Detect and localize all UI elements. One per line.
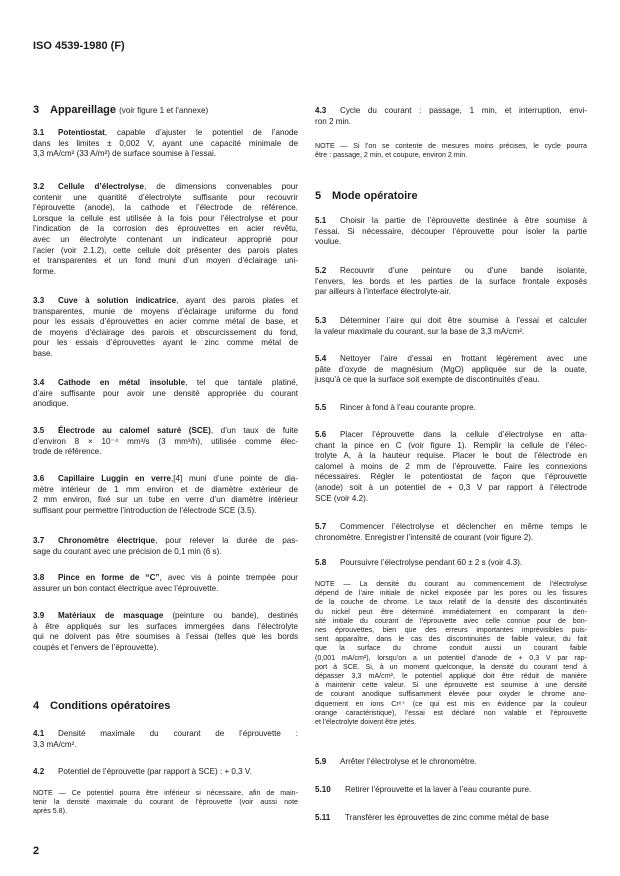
clause-number: 3.1 [33,128,45,137]
text-line: 3,3 mA/cm² (33 A/m²) de surface soumise à l’essai. [33,149,217,159]
text-line: 5.3 Déterminer l’aire qui doit être soumise à l’essai et calculer [315,316,587,325]
clause-term: Pince en forme de “C” [58,573,160,582]
text-line: anodique. [33,399,69,409]
clause-5-9 [315,757,587,768]
clause-5-2 [315,266,587,298]
text-line: 5.5 Rincer à fond à l’eau courante propre. [315,403,476,412]
clause-number: 4.2 [33,767,45,776]
clause-number: 3.7 [33,536,45,545]
text-line: 5.4 Nettoyer l’aire d’essai en frottant légèrement avec une [315,354,587,363]
clause-term: Électrode au calomel saturé (SCE) [58,426,211,435]
clause-4-3 [315,106,587,127]
text-line: qui ne doivent pas être soumises à l’essai (telles que les bords [33,632,298,642]
clause-5-10 [315,785,587,796]
clause-3-2 [33,182,298,277]
clause-number: 3.2 [33,182,45,191]
text-line: pâte d’oxyde de magnésium (MgO) appliquée sur de la ouate, [315,364,587,374]
clause-term: Matériaux de masquage [58,611,164,620]
clause-term: Potentiostat [58,128,105,137]
text-line: l’éprouvette (anode), la cathode et l’électrode de référence. [33,203,298,213]
text-line: ron 2 min. [315,116,351,126]
text-line: voulue. [315,237,342,247]
text-line: 3.6 Capillaire Luggin en verre,[4] muni d’une pointe de dia- [33,474,299,483]
text-line: être : passage, 2 min, et coupure, environ 2 min. [315,151,468,160]
text-line: 4.2 Potentiel de l’éprouvette (par rapport à SCE) : + 0,3 V. [33,767,252,776]
text-line: 3.3 Cuve à solution indicatrice, ayant des parois plates et [33,296,298,305]
text-line: chant la pince en C (voir figure 1). Remplir la cellule de l’élec- [315,440,587,450]
text-line: 3.4 Cathode en métal insoluble, tel que tantale platiné, [33,378,298,387]
clause-number: 3.6 [33,474,45,483]
text-line: 4.3 Cycle du courant : passage, 1 min, et interruption, envi- [315,106,587,115]
text-line: assurer un bon contact électrique avec l’éprouvette. [33,583,219,593]
text-line: pour les essais d’éprouvettes en acier comme métal de base, et [33,317,298,327]
clause-5-4 [315,354,587,386]
text-line: à maintenir cette valeur. Si une éprouvette est soumise à une densité [315,681,587,690]
clause-number: 3.4 [33,378,45,387]
text-line: NOTE — La densité du courant au commencement de l’électrolyse [315,580,587,588]
clause-number: 5.4 [315,354,327,363]
clause-3-3 [33,296,298,360]
clause-5-3 [315,316,587,337]
note-4-3 [315,142,587,160]
text-line: base. [33,348,53,358]
clause-number: 5.11 [315,813,331,822]
clause-term: Cathode en métal insoluble [58,378,186,387]
text-line: d’environ 8 × 10⁻⁴ mm³/s (3 mm³/h), utilisée comme élec- [33,436,298,446]
page-number: 2 [33,845,40,857]
text-line: contenir une quantité d’électrolyte suffisante pour recouvrir [33,192,298,202]
text-line: NOTE — Ce potentiel pourra être inférieur si nécessaire, afin de main- [33,789,298,797]
text-line: chronomètre. Enregistrer l’intensité de courant (voir figure 2). [315,532,534,542]
text-line: SCE (voir 4.2). [315,493,369,503]
clause-number: 5.9 [315,757,327,766]
text-line: dépasser 3,3 mA/cm², le potentiel appliqué doit être réduit de manière [315,672,587,681]
text-line: nes éprouvettes, bien que des erreurs importantes imprévisibles puis- [315,626,587,635]
text-line: sent apparaître, dans le cas des discontinuités de faible valeur, du fait [315,635,587,644]
text-line: 4.1 Densité maximale du courant de l’éprouvette : [33,729,298,738]
text-line: mètre intérieur de 1 mm environ et de diamètre extérieur de [33,484,298,494]
text-line: nécessaires. Régler le potentiostat de façon que l’éprouvette [315,472,587,482]
clause-4-2 [33,767,298,778]
text-line: forme. [33,266,56,276]
text-line: sage du courant avec une précision de 0,1 min (6 s). [33,546,222,556]
text-line: trode de référence. [33,447,102,457]
text-line: 5.1 Choisir la partie de l’éprouvette destinée à être soumise à [315,216,587,225]
clause-term: Cuve à solution indicatrice [58,296,177,305]
section-3-heading: 3 Appareillage (voir figure 1 et l’annexe) [33,104,209,116]
text-line: 3.5 Électrode au calomel saturé (SCE), d’un taux de fuite [33,426,298,435]
note-4-2 [33,789,298,817]
clause-number: 5.2 [315,266,327,275]
text-line: 5.9 Arrêter l’électrolyse et le chronomètre. [315,757,477,766]
text-line: Lorsque la cellule est utilisée à la fois pour l’électrolyse et pour [33,213,298,223]
clause-3-8 [33,573,298,594]
text-line: NOTE — Si l’on se contente de mesures moins précises, le cycle pourra [315,142,587,150]
text-line: que la surface du chrome conduit aussi un courant faible [315,644,587,653]
text-line: l’envers, les bords et les parties de la surface frontale exposés [315,276,587,286]
text-line: de moyens d’éclairage des parois et obscurcissement du fond, [33,327,298,337]
note-5-8 [315,580,587,727]
text-line: d’aire suffisante pour avoir une densité appropriée du courant [33,388,298,398]
clause-3-1 [33,128,298,160]
text-line: 3,3 mA/cm². [33,739,77,749]
clause-number: 5.8 [315,558,327,567]
text-line: port à SCE. Si, à un moment quelconque, la densité du courant tend à [315,662,587,671]
text-line: du nickel peut être déterminé immédiatement en comparant la den- [315,607,587,616]
text-line: 3.9 Matériaux de masquage (peinture ou bande), destinés [33,611,298,620]
text-line: l’acier (voir 2.1.2), cette cellule doit présenter des parois plates [33,245,298,255]
clause-3-7 [33,536,298,557]
text-line: tenir la densité maximale du courant de l’éprouvette (voir aussi note [33,798,298,807]
text-line: 5.10 Retirer l’éprouvette et la laver à l’eau courante pure. [315,785,532,794]
text-line: pour les essais d’éprouvettes ayant le zinc comme métal de [33,338,298,348]
section-4-heading: 4 Conditions opératoires [33,700,171,712]
clause-5-1 [315,216,587,248]
clause-3-5 [33,426,298,458]
text-line: de courant anodique suffisamment élevée pour oxyder le chrome ano- [315,690,587,699]
standard-header: ISO 4539-1980 (F) [33,40,125,52]
text-line: suffisant pour permettre l’introduction de l’électrode SCE (3.5). [33,505,257,515]
text-line: sité initiale du courant de l’éprouvette avec celle connue pour de bon- [315,616,587,625]
text-line: et transparentes et un fond muni d’un moyen d’éclairage uni- [33,256,298,266]
clause-5-11 [315,813,587,824]
clause-5-7 [315,522,587,543]
text-line: 5.6 Placer l’éprouvette dans la cellule d’électrolyse en atta- [315,430,587,439]
clause-3-9 [33,611,298,653]
text-line: de la couche de chrome. Le taux relatif de la densité des discontinuités [315,598,587,607]
text-line: transparentes, munie de moyens d’éclairage uniforme du fond [33,306,298,316]
clause-number: 5.7 [315,522,327,531]
text-line: 3.2 Cellule d’électrolyse, de dimensions convenables pour [33,182,298,191]
clause-number: 3.3 [33,296,45,305]
text-line: trolyte A, à la hauteur requise. Placer le bout de l’électrode en [315,451,587,461]
clause-4-1 [33,729,298,750]
clause-number: 5.10 [315,785,331,794]
text-line: jusqu’à ce que la surface soit exempte de discontinuités d’eau. [315,375,540,385]
text-line: calomel à moins de 2 mm de l’éprouvette. Faire les connexions [315,461,587,471]
clause-number: 3.9 [33,611,45,620]
text-line: orange caractéristique), l’essai est déclaré non valable et l’éprouvette [315,708,587,717]
text-line: coupés et l’envers de l’éprouvette). [33,642,159,652]
text-line: 3.7 Chronomètre électrique, pour relever la durée de pas- [33,536,298,545]
clause-number: 5.3 [315,316,327,325]
text-line: et l’électrolyte doivent être jetés. [315,718,417,727]
text-line: dans les limites ± 0,002 V, ayant une capacité minimale de [33,138,298,148]
clause-5-6 [315,430,587,504]
clause-number: 5.5 [315,403,327,412]
text-line: 5.7 Commencer l’électrolyse et déclencher en même temps le [315,522,587,531]
clause-number: 4.3 [315,106,327,115]
section-5-heading: 5 Mode opératoire [315,190,418,202]
text-line: (anode) soit à un potentiel de + 0,3 V par rapport à l’électrode [315,482,587,492]
text-line: 5.2 Recouvrir d’une peinture ou d’une bande isolante, [315,266,587,275]
clause-number: 5.6 [315,430,327,439]
clause-term: Chronomètre électrique [58,536,156,545]
clause-term: Capillaire Luggin en verre [58,474,171,483]
text-line: 5.8 Poursuivre l’électrolyse pendant 60 ± 2 s (voir 4.3). [315,558,523,567]
text-line: la valeur maximale du courant, sur la base de 3,3 mA/cm². [315,326,525,336]
clause-number: 3.8 [33,573,45,582]
clause-3-6 [33,474,298,516]
text-line: 3.8 Pince en forme de “C”, avec vis à pointe trempée pour [33,573,298,582]
text-line: diquement en ions Cr⁶⁺ (ce qui est mis en évidence par la couleur [315,699,587,708]
clause-term: Cellule d’électrolyse [58,182,145,191]
text-line: 2 mm environ, fixé sur un tube en verre d’un diamètre intérieur [33,495,298,505]
text-line: (0,001 mA/cm²), lorsqu’on a un potentiel d’anode de + 0,3 V par rap- [315,653,587,662]
clause-number: 5.1 [315,216,327,225]
clause-5-5 [315,403,587,414]
text-line: par ailleurs à l’interface électrolyte-air. [315,287,451,297]
text-line: 3.1 Potentiostat, capable d’ajuster le potentiel de l’anode [33,128,298,137]
text-line: à être appliqués sur les surfaces immergées dans l’électrolyte [33,621,298,631]
text-line: l’indication de la corrosion des éprouvettes en acier revêtu, [33,224,298,234]
clause-5-8 [315,558,587,569]
text-line: dépend de l’aire initiale de nickel exposée par les pores ou les fissures [315,589,587,598]
text-line: avec un électrolyte contenant un indicateur approprié pour [33,234,298,244]
clause-number: 3.5 [33,426,45,435]
text-line: 5.11 Transférer les éprouvettes de zinc comme métal de base [315,813,549,822]
text-line: après 5.8). [33,807,67,816]
text-line: l’essai. Si nécessaire, découper l’éprouvette pour isoler la partie [315,226,587,236]
clause-3-4 [33,378,298,410]
clause-number: 4.1 [33,729,45,738]
